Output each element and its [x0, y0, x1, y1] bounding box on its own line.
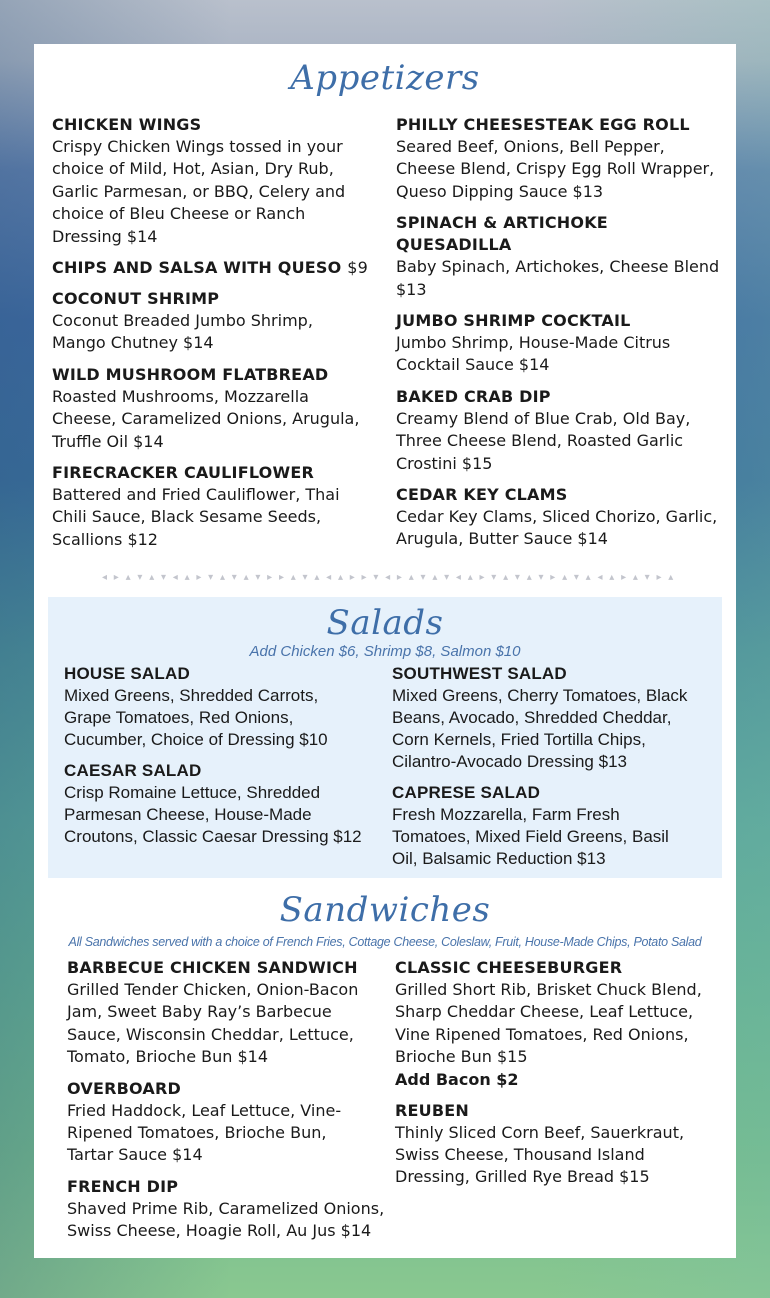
item-name: CHICKEN WINGS [52, 115, 202, 134]
triangle-icon: ◂ [385, 572, 391, 583]
triangle-icon: ▾ [491, 572, 497, 583]
salads-left-column [64, 663, 392, 879]
triangle-icon: ▴ [432, 572, 438, 583]
item-description: Shaved Prime Rib, Caramelized Onions, Swiss Cheese, Hoagie Roll, Au Jus $14 [67, 1198, 385, 1241]
triangle-icon: ▴ [632, 572, 638, 583]
triangle-icon: ▴ [219, 572, 225, 583]
item-description: Crispy Chicken Wings tossed in your choice of Mild, Hot, Asian, Dry Rub, Garlic Parmesan, or BBQ, Celery and choice of Bleu Cheese or Ranch Dressing $14 [52, 137, 346, 246]
menu-item [396, 484, 726, 551]
item-description: Creamy Blend of Blue Crab, Old Bay, Three Cheese Blend, Roasted Garlic Crostini $15 [396, 408, 691, 473]
menu-item [396, 310, 726, 377]
item-description: Fried Haddock, Leaf Lettuce, Vine-Ripened Tomatoes, Brioche Bun, Tartar Sauce $14 [67, 1100, 342, 1165]
triangle-icon: ▴ [408, 572, 414, 583]
item-name: OVERBOARD [67, 1078, 181, 1098]
triangle-icon: ▸ [278, 572, 284, 583]
item-description: Coconut Breaded Jumbo Shrimp, Mango Chutney $14 [52, 311, 313, 353]
item-name: WILD MUSHROOM FLATBREAD [52, 364, 329, 384]
item-name: CAESAR SALAD [64, 761, 202, 780]
item-description: Thinly Sliced Corn Beef, Sauerkraut, Swiss Cheese, Thousand Island Dressing, Grilled Rye Bread $15 [395, 1122, 685, 1187]
menu-item [52, 364, 396, 453]
triangle-icon: ▾ [160, 572, 167, 583]
item-description: Jumbo Shrimp, House-Made Citrus Cocktail Sauce $14 [396, 333, 671, 375]
triangle-icon: ▸ [361, 572, 367, 583]
triangle-icon: ▸ [196, 572, 202, 583]
item-description: Mixed Greens, Shredded Carrots, Grape Tomatoes, Red Onions, Cucumber, Choice of Dressing $10 [64, 686, 328, 749]
appetizers-left-column [52, 114, 396, 560]
menu-item [396, 212, 726, 301]
menu-item [52, 462, 396, 551]
triangle-icon: ▴ [585, 572, 591, 583]
triangle-icon: ▴ [609, 572, 615, 583]
menu-item [52, 288, 396, 355]
triangle-icon: ▴ [290, 572, 296, 583]
appetizers-right-column [396, 114, 726, 560]
menu-item [395, 1100, 715, 1189]
menu-item [396, 114, 726, 203]
triangle-icon: ▸ [550, 572, 556, 583]
triangle-icon: ▴ [125, 572, 131, 583]
menu-item [67, 957, 395, 1069]
triangle-icon: ▸ [479, 572, 485, 583]
triangle-icon: ▴ [503, 572, 509, 583]
menu-card [34, 44, 736, 1258]
menu-item [67, 1078, 395, 1167]
salads-addon-note: Add Chicken $6, Shrimp $8, Salmon $10 [249, 643, 521, 660]
triangle-icon: ◂ [597, 572, 603, 583]
triangle-icon: ▸ [267, 572, 273, 583]
item-name: CAPRESE SALAD [392, 783, 541, 802]
item-name [52, 257, 396, 279]
item-description: Crisp Romaine Lettuce, Shredded Parmesan Cheese, House-Made Croutons, Classic Caesar Dressing $12 [64, 783, 362, 846]
triangle-icon: ▾ [514, 572, 520, 583]
triangle-icon: ▴ [467, 572, 473, 583]
menu-item [52, 114, 396, 248]
triangle-icon: ▾ [373, 572, 379, 583]
item-name: BARBECUE CHICKEN SANDWICH [67, 958, 358, 977]
sandwiches-right-column [395, 957, 715, 1252]
triangle-icon: ▴ [149, 572, 155, 583]
sandwiches-sides-note: All Sandwiches served with a choice of French Fries, Cottage Cheese, Coleslaw, Fruit, House-Made Chips, Potato Salad [68, 935, 702, 949]
triangle-icon: ◂ [455, 572, 461, 583]
triangle-icon: ▾ [255, 572, 261, 583]
item-description: Grilled Short Rib, Brisket Chuck Blend, Sharp Cheddar Cheese, Leaf Lettuce, Vine Ripened Tomatoes, Red Onions, Brioche Bun $15 [395, 980, 702, 1067]
triangle-icon: ▸ [113, 572, 119, 583]
section-title-sandwiches: Sandwiches [279, 890, 491, 930]
item-name: COCONUT SHRIMP [52, 289, 220, 309]
triangle-icon: ▴ [314, 572, 320, 583]
triangle-divider [102, 571, 674, 585]
triangle-icon: ▴ [243, 572, 249, 583]
item-name: SPINACH & ARTICHOKE QUESADILLA [396, 213, 608, 255]
menu-item [392, 663, 710, 773]
menu-item [52, 257, 396, 279]
triangle-icon: ▾ [420, 572, 426, 583]
triangle-icon: ▸ [656, 572, 662, 583]
triangle-icon: ▾ [208, 572, 214, 583]
item-description: Cedar Key Clams, Sliced Chorizo, Garlic, Arugula, Butter Sauce $14 [396, 507, 718, 549]
section-title-appetizers: Appetizers [290, 58, 480, 98]
triangle-icon: ▴ [562, 572, 568, 583]
menu-item [64, 760, 392, 848]
triangle-icon: ▸ [349, 572, 355, 583]
item-name: BAKED CRAB DIP [396, 386, 551, 406]
item-name-text: CHIPS AND SALSA WITH QUESO [52, 258, 342, 278]
menu-item [64, 663, 392, 751]
triangle-icon: ▸ [396, 572, 402, 583]
item-name: HOUSE SALAD [64, 664, 190, 683]
item-name: FRENCH DIP [67, 1176, 179, 1196]
triangle-icon: ▾ [444, 572, 450, 583]
salads-right-column [392, 663, 710, 879]
section-title-salads: Salads [326, 603, 444, 643]
sandwiches-columns [67, 957, 715, 1252]
item-description: Fresh Mozzarella, Farm Fresh Tomatoes, Mixed Field Greens, Basil Oil, Balsamic Reduction $13 [392, 805, 669, 868]
item-name: PHILLY CHEESESTEAK EGG ROLL [396, 115, 690, 134]
appetizers-columns [52, 114, 726, 560]
triangle-icon: ◂ [326, 572, 332, 583]
menu-item [67, 1176, 395, 1243]
item-name: FIRECRACKER CAULIFLOWER [52, 463, 314, 483]
salads-columns [64, 663, 710, 879]
triangle-icon: ▾ [302, 572, 308, 583]
triangle-icon: ▴ [526, 572, 532, 583]
triangle-icon: ▾ [644, 572, 650, 583]
item-name: REUBEN [395, 1100, 469, 1120]
item-description: Roasted Mushrooms, Mozzarella Cheese, Caramelized Onions, Arugula, Truffle Oil $14 [52, 386, 360, 451]
triangle-icon: ◂ [172, 572, 178, 583]
item-name: CLASSIC CHEESEBURGER [395, 958, 623, 977]
triangle-icon: ▸ [621, 572, 627, 583]
triangle-icon: ▴ [184, 572, 190, 583]
addon-bacon: Add Bacon $2 [395, 1069, 519, 1089]
triangle-icon: ▾ [573, 572, 579, 583]
sandwiches-left-column [67, 957, 395, 1252]
item-description: Battered and Fried Cauliflower, Thai Chili Sauce, Black Sesame Seeds, Scallions $12 [52, 485, 340, 549]
menu-item [392, 782, 710, 870]
item-description: Baby Spinach, Artichokes, Cheese Blend $13 [396, 257, 720, 299]
menu-item [395, 957, 715, 1091]
item-name: CEDAR KEY CLAMS [396, 485, 568, 505]
item-description: Grilled Tender Chicken, Onion-Bacon Jam, Sweet Baby Ray’s Barbecue Sauce, Wisconsin Cheddar, Lettuce, Tomato, Brioche Bun $14 [67, 980, 359, 1067]
triangle-icon: ◂ [102, 572, 108, 583]
item-name: JUMBO SHRIMP COCKTAIL [396, 311, 631, 331]
triangle-icon: ▾ [538, 572, 544, 583]
item-description: Mixed Greens, Cherry Tomatoes, Black Beans, Avocado, Shredded Cheddar, Corn Kernels, Fried Tortilla Chips, Cilantro-Avocado Dressing $13 [392, 686, 688, 771]
salads-panel [48, 597, 722, 878]
item-description: Seared Beef, Onions, Bell Pepper, Cheese Blend, Crispy Egg Roll Wrapper, Queso Dipping Sauce $13 [396, 137, 715, 201]
triangle-icon: ▴ [668, 572, 674, 583]
triangle-icon: ▴ [337, 572, 343, 583]
triangle-icon: ▾ [231, 572, 237, 583]
item-price: $9 [347, 258, 368, 278]
menu-item [396, 386, 726, 475]
item-name: SOUTHWEST SALAD [392, 664, 567, 683]
triangle-icon: ▾ [137, 572, 143, 583]
